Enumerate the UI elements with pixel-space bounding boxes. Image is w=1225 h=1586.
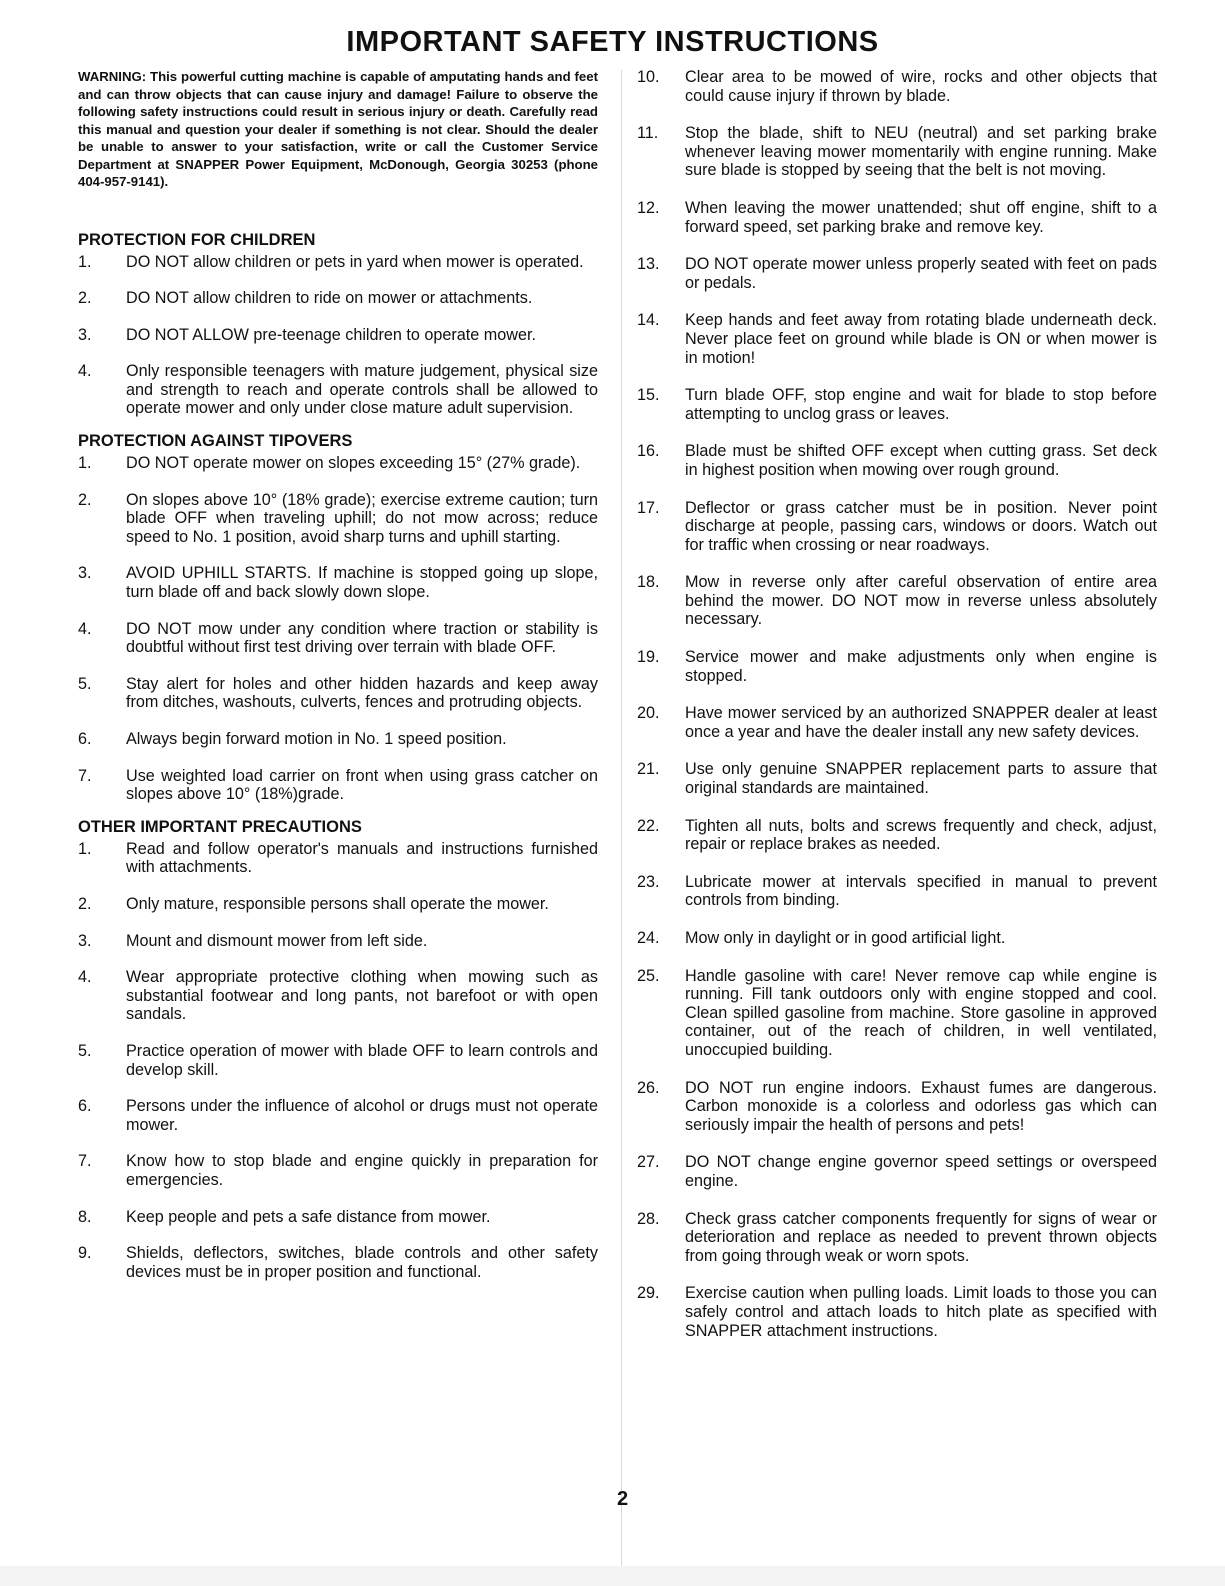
item-number: 29. [637, 1284, 660, 1303]
item-number: 16. [637, 442, 660, 461]
section-heading: PROTECTION FOR CHILDREN [78, 230, 316, 249]
left-column [78, 68, 598, 1299]
right-column [637, 68, 1157, 1359]
list-item [637, 199, 1157, 236]
item-number: 24. [637, 929, 660, 947]
item-text: Service mower and make adjustments only when engine is stopped. [685, 648, 1157, 685]
item-number: 8. [78, 1207, 92, 1226]
section-heading: PROTECTION AGAINST TIPOVERS [78, 432, 353, 451]
list-item [637, 929, 1157, 948]
item-number: 3. [78, 564, 92, 583]
item-text: Have mower serviced by an authorized SNAPPER dealer at least once a year and have the dealer install any new safety devices. [685, 704, 1157, 741]
item-text: When leaving the mower unattended; shut off engine, shift to a forward speed, set parking brake and remove key. [685, 198, 1157, 236]
item-text: Blade must be shifted OFF except when cutting grass. Set deck in highest position when mowing over rough ground. [685, 442, 1157, 479]
item-text: Mount and dismount mower from left side. [126, 931, 428, 950]
list-item [637, 255, 1157, 292]
list-item [637, 760, 1157, 797]
list-item [637, 648, 1157, 685]
item-text: Know how to stop blade and engine quickly in preparation for emergencies. [126, 1152, 598, 1189]
list-item [78, 491, 598, 547]
item-text: DO NOT mow under any condition where traction or stability is doubtful without first test driving over terrain with blade OFF. [126, 619, 598, 657]
list-item [78, 1244, 598, 1281]
item-number: 1. [78, 454, 92, 473]
item-text: DO NOT change engine governor speed settings or overspeed engine. [685, 1153, 1157, 1190]
instruction-list [78, 454, 598, 804]
item-text: Stop the blade, shift to NEU (neutral) and set parking brake whenever leaving mower momentarily with engine running. Make sure blade is stopped by seeing that the belt is not moving. [685, 124, 1157, 180]
item-text: DO NOT operate mower unless properly seated with feet on pads or pedals. [685, 255, 1157, 292]
list-item [78, 767, 598, 804]
list-item [78, 253, 598, 272]
list-item [78, 730, 598, 749]
list-item [637, 873, 1157, 910]
item-text: Only responsible teenagers with mature judgement, physical size and strength to reach and operate controls shall be allowed to operate mower and only under close mature adult supervision. [126, 362, 598, 418]
item-number: 28. [637, 1209, 660, 1228]
list-item [78, 326, 598, 345]
list-item [78, 620, 598, 657]
item-number: 11. [637, 124, 659, 143]
list-item [637, 967, 1157, 1060]
item-number: 7. [78, 1152, 92, 1171]
item-number: 26. [637, 1078, 660, 1097]
item-number: 22. [637, 816, 660, 835]
item-number: 1. [78, 839, 92, 858]
item-text: Persons under the influence of alcohol or drugs must not operate mower. [126, 1097, 598, 1134]
item-text: Practice operation of mower with blade OFF to learn controls and develop skill. [126, 1041, 598, 1079]
list-item [78, 675, 598, 712]
item-text: Keep people and pets a safe distance from mower. [126, 1207, 491, 1226]
item-text: Turn blade OFF, stop engine and wait for blade to stop before attempting to unclog grass or leaves. [685, 386, 1157, 423]
list-item [78, 1042, 598, 1079]
item-number: 7. [78, 766, 92, 785]
item-text: Lubricate mower at intervals specified in manual to prevent controls from binding. [685, 872, 1157, 910]
item-text: DO NOT operate mower on slopes exceeding 15° (27% grade). [126, 454, 581, 473]
item-text: Always begin forward motion in No. 1 speed position. [126, 730, 507, 748]
list-item [78, 454, 598, 473]
scan-bottom-edge [0, 1566, 1225, 1586]
item-text: Use only genuine SNAPPER replacement parts to assure that original standards are maintained. [685, 760, 1157, 798]
instruction-list-continued [637, 68, 1157, 1340]
item-number: 6. [78, 730, 92, 748]
item-text: Handle gasoline with care! Never remove cap while engine is running. Fill tank outdoors only with engine stopped and cool. Clean spilled gasoline from machine. Store gasoline in approved container, out of the reach of children, in well ventilated, unoccupied building. [685, 966, 1157, 1059]
item-number: 21. [637, 760, 660, 779]
section-other-important-precautions [78, 818, 598, 1282]
item-text: Tighten all nuts, bolts and screws frequently and check, adjust, repair or replace brakes as needed. [685, 816, 1157, 854]
list-item [78, 289, 598, 308]
list-item [637, 499, 1157, 555]
list-item [637, 311, 1157, 367]
list-item [637, 386, 1157, 423]
item-number: 5. [78, 1041, 92, 1060]
section-protection-for-children [78, 231, 598, 419]
list-item [637, 817, 1157, 854]
item-text: DO NOT allow children or pets in yard when mower is operated. [126, 252, 584, 271]
item-text: DO NOT ALLOW pre-teenage children to operate mower. [126, 325, 536, 344]
page-title: IMPORTANT SAFETY INSTRUCTIONS [346, 26, 879, 58]
warning-paragraph: WARNING: This powerful cutting machine is capable of amputating hands and feet and can throw objects that can cause injury and damage! Failure to observe the following safety instructions could result in serious injury or death. Carefully read this manual and question your dealer if something is not clear. Should the dealer be unable to answer to your satisfaction, write or call the Customer Service Department at SNAPPER Power Equipment, McDonough, Georgia 30253 (phone 404-957-9141). [78, 69, 598, 189]
item-number: 15. [637, 386, 660, 405]
item-text: Use weighted load carrier on front when using grass catcher on slopes above 10° (18%)grade. [126, 766, 598, 804]
item-text: On slopes above 10° (18% grade); exercise extreme caution; turn blade OFF when traveling uphill; do not mow across; reduce speed to No. 1 position, avoid sharp turns and uphill starting. [126, 490, 598, 546]
item-number: 6. [78, 1097, 92, 1116]
item-text: Shields, deflectors, switches, blade controls and other safety devices must be in proper position and functional. [126, 1244, 598, 1281]
item-text: Read and follow operator's manuals and instructions furnished with attachments. [126, 839, 598, 877]
list-item [637, 1210, 1157, 1266]
item-number: 19. [637, 648, 660, 667]
item-number: 4. [78, 619, 92, 638]
list-item [78, 362, 598, 418]
item-text: Mow in reverse only after careful observation of entire area behind the mower. DO NOT mow in reverse unless absolutely necessary. [685, 573, 1157, 629]
item-text: DO NOT allow children to ride on mower or attachments. [126, 289, 533, 308]
list-item [637, 573, 1157, 629]
list-item [637, 68, 1157, 105]
item-number: 20. [637, 704, 660, 723]
item-number: 2. [78, 289, 92, 308]
item-number: 14. [637, 311, 660, 330]
item-number: 12. [637, 198, 660, 217]
page-number: 2 [617, 1488, 629, 1510]
item-text: Deflector or grass catcher must be in position. Never point discharge at people, passing cars, windows or doors. Watch out for traffic when crossing or near roadways. [685, 498, 1157, 554]
item-text: DO NOT run engine indoors. Exhaust fumes are dangerous. Carbon monoxide is a colorless and odorless gas which can seriously impair the health of persons and pets! [685, 1078, 1157, 1134]
item-text: AVOID UPHILL STARTS. If machine is stopped going up slope, turn blade off and back slowly down slope. [126, 564, 598, 602]
section-heading: OTHER IMPORTANT PRECAUTIONS [78, 817, 362, 836]
item-text: Keep hands and feet away from rotating blade underneath deck. Never place feet on ground while blade is ON or when mower is in motion! [685, 311, 1157, 367]
list-item [78, 968, 598, 1024]
item-text: Check grass catcher components frequently for signs of wear or deterioration and replace as needed to prevent thrown objects from going through weak or worn spots. [685, 1209, 1157, 1265]
item-number: 3. [78, 325, 92, 344]
item-number: 2. [78, 894, 92, 913]
item-number: 4. [78, 968, 92, 987]
item-number: 25. [637, 966, 660, 985]
item-text: Only mature, responsible persons shall operate the mower. [126, 894, 549, 913]
item-number: 17. [637, 498, 660, 517]
instruction-list [78, 253, 598, 419]
list-item [637, 1079, 1157, 1135]
item-number: 3. [78, 931, 92, 950]
list-item [637, 442, 1157, 479]
item-number: 5. [78, 674, 92, 693]
list-item [637, 704, 1157, 741]
item-number: 9. [78, 1244, 92, 1263]
item-text: Stay alert for holes and other hidden hazards and keep away from ditches, washouts, culverts, fences and protruding objects. [126, 674, 598, 712]
item-text: Clear area to be mowed of wire, rocks and other objects that could cause injury if thrown by blade. [685, 68, 1157, 105]
list-item [78, 1208, 598, 1227]
item-number: 2. [78, 490, 92, 509]
list-item [637, 1153, 1157, 1190]
item-text: Exercise caution when pulling loads. Limit loads to those you can safely control and attach loads to hitch plate as specified with SNAPPER attachment instructions. [685, 1284, 1157, 1340]
page-fold-line [621, 70, 622, 1570]
item-number: 18. [637, 573, 660, 592]
list-item [78, 895, 598, 914]
list-item [78, 1097, 598, 1134]
list-item [78, 564, 598, 601]
item-text: Mow only in daylight or in good artificial light. [685, 929, 1006, 947]
item-number: 4. [78, 362, 92, 381]
list-item [637, 124, 1157, 180]
item-number: 27. [637, 1153, 660, 1172]
list-item [78, 932, 598, 951]
item-number: 10. [637, 68, 660, 86]
list-item [78, 840, 598, 877]
item-number: 23. [637, 872, 660, 891]
item-number: 13. [637, 255, 660, 274]
item-number: 1. [78, 252, 92, 271]
list-item [78, 1152, 598, 1189]
instruction-list [78, 840, 598, 1282]
section-protection-against-tipovers [78, 432, 598, 804]
item-text: Wear appropriate protective clothing when mowing such as substantial footwear and long pants, not barefoot or with open sandals. [126, 968, 598, 1024]
list-item [637, 1284, 1157, 1340]
